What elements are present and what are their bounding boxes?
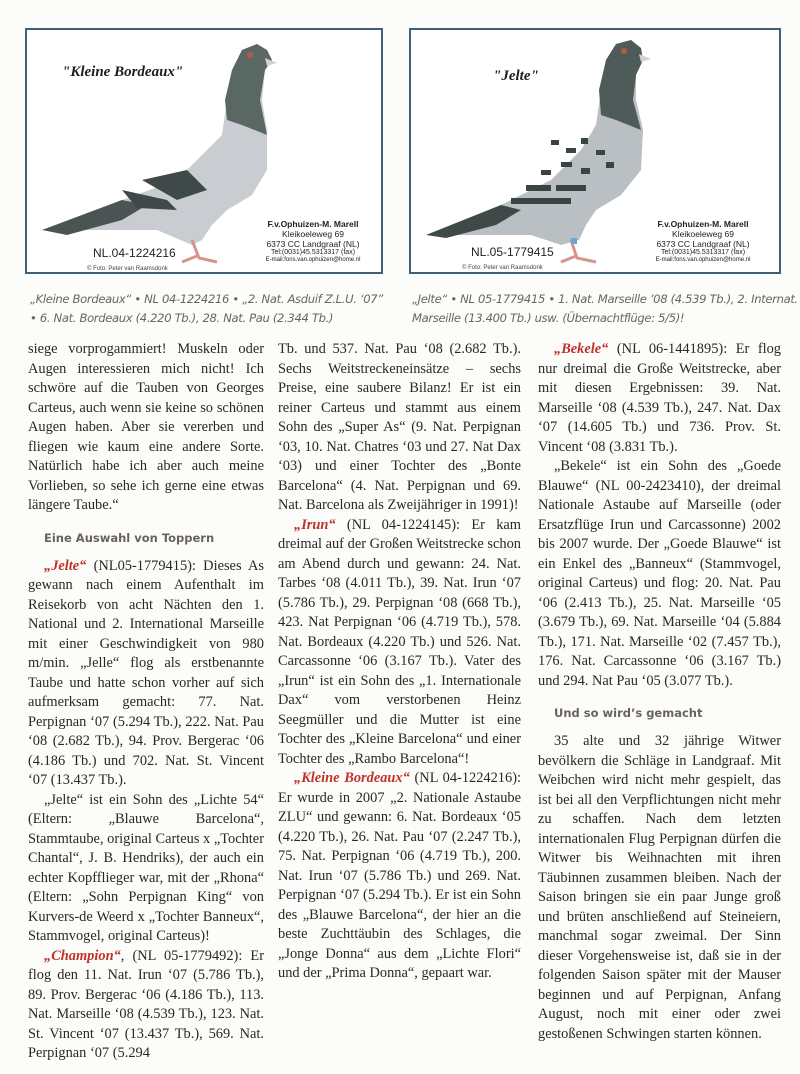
article-column-1 — [28, 340, 264, 1064]
method-paragraph: 35 alte und 32 jährige Witwer bevölkern die Schläge in Landgraaf. Mit Weibchen wird nicht mehr gespielt, das ist bei all den Verpflichtungen nicht mehr zu schaffen. Nach dem letzten internationalen Flug Perpignan dürfen die Witwer bis Weihnachten mit ihren Täubinnen zusammen bleiben. Nach der Saison bringen sie ein paar Junge groß und brüten anschließend auf Steineiern, manchmal sogar zweimal. Der Sinn dieser Vorgehensweise ist, daß sie in der folgenden Saison später mit der Mauser beginnen und auf Perpignan, Anfang August, noch mit einer oder zwei gestoßenen Schwingen starten können. — [538, 733, 781, 1042]
champion-text: , (NL 05-1779492): Er flog den 11. Nat. Irun ‘07 (5.786 Tb.), 89. Prov. Bergerac ‘06 (4.186 Tb.), 113. Nat. Marseille ‘08 (4.539 Tb.), 123. Nat. St. Vincent ‘07 (13.437 Tb.), 569. Nat. Perpignan ‘07 (5.294 — [28, 947, 264, 1061]
owner-name: F.v.Ophuizen-M. Marell — [657, 219, 749, 229]
kleine-bordeaux-paragraph — [278, 769, 521, 984]
irun-text: (NL 04-1224145): Er kam dreimal auf der Großen Weitstrecke schon am Abend durch und gewann: 24. Nat. Tarbes ‘08 (4.011 Tb.), 39. Nat. Irun ‘07 (5.786 Tb.), 29. Perpignan ‘08 (668 Tb.), 423. Nat Perpignan ‘06 (4.719 Tb.), 578. Nat. Bordeaux (4.220 Tb.) und 526. Nat. Carcassonne ‘06 (3.167 Tb.). Vater des „Irun“ ist ein Sohn des „1. Internationale Dax“ vom verstorbenen Heinz Seegmüller und die Mutter ist eine Tochter des „Kleine Barcelona“ und einer Tochter des „Rambo Barcelona“! — [278, 516, 521, 767]
owner-address — [253, 220, 373, 264]
bekele-text: (NL 06-1441895): Er flog nur dreimal die Große Weitstrecke, aber mit diesen Ergebnissen: 39. Nat. Marseille ‘08 (4.539 Tb.), 247. Nat. Dax ‘07 (14.605 Tb.) und 736. Prov. St. Vincent ‘08 (3.831 Tb.). — [538, 341, 781, 455]
pigeon-name-irun: „Irun“ — [294, 516, 336, 533]
jelte-text: (NL05-1779415): Dieses As gewann nach einem Aufenthalt im Reisekorb von acht Nächten den 1. National und 2. International Marseille mit einer Geschwindigkeit von 980 m/min. „Jelle“ flog als erstbenannte Taube und hatte schon vorher auf sich aufmerksam gemacht: 77. Nat. Perpignan ‘07 (5.294 Tb.), 222. Nat. Pau ‘08 (2.682 Tb.), 94. Prov. Bergerac ‘06 (4.186 Tb.) und 702. Nat. St. Vincent ‘07 (13.437 Tb.). — [28, 557, 264, 788]
article-column-3 — [538, 340, 781, 1044]
pigeon-name-champion: „Champion“ — [44, 947, 121, 964]
photo-caption-kleine-bordeaux: „Kleine Bordeaux“ • NL 04-1224216 • „2. Nat. Asduif Z.L.U. ‘07” • 6. Nat. Bordeaux (4.220 Tb.), 28. Nat. Pau (2.344 Tb.) — [30, 292, 383, 325]
champion-paragraph — [28, 947, 264, 1064]
owner-email: E-mail:fons.van.ophuizen@home.nl — [655, 257, 751, 264]
bekele-parents-paragraph: „Bekele“ ist ein Sohn des „Goede Blauwe“ (NL 00-2423410), der dreimal Nationale Astaube auf Marseille (oder Ersatzflüge Irun und Carcassonne) 2002 bis 2007 wurde. Der „Goede Blauwe“ ist ein Enkel des „Banneux“ (Stammvogel, original Carteus) und flog: 20. Nat. Pau ‘06 (2.413 Tb.), 25. Nat. Marseille ‘05 (3.679 Tb.), 69. Nat. Marseille ‘04 (5.884 Tb.), 171. Nat. Marseille ‘02 (7.457 Tb.), 176. Nat. Carcassonne ‘06 (3.167 Tb.) und 294. Nat Pau ‘05 (3.077 Tb.). — [538, 458, 781, 689]
owner-city: 6373 CC Landgraaf (NL) — [266, 238, 360, 249]
pigeon-name-bekele: „Bekele“ — [554, 341, 609, 357]
owner-address — [643, 220, 763, 264]
photo-credit: © Foto: Peter van Raamsdonk — [462, 265, 543, 271]
ring-number: NL.05-1779415 — [471, 245, 554, 259]
pigeon-name-label: "Jelte" — [493, 68, 539, 84]
champion-continued: Tb. und 537. Nat. Pau ‘08 (2.682 Tb.). Sechs Weitstreckeneinsätze – sechs Preise, eine saubere Bilanz! Er ist ein reiner Carteus und stammt aus einem Sohn des „Super As“ (9. Nat. Perpignan ‘03, 10. Nat. Chatres ‘03 und 27. Nat Dax ‘03) und einer Tochter des „Bonte Barcelona“ (4. Nat. Perpignan und 69. Nat. Barcelona als Zweijähriger in 1991)! — [278, 341, 521, 513]
bekele-paragraph — [538, 340, 781, 457]
intro-paragraph: siege vorprogammiert! Muskeln oder Augen interessieren mich nicht! Ich schwöre auf die Tauben von Georges Carteus, auch wenn sie keine so schönen Augen haben. Aber sie vererben und fliegen wie kaum eine andere Sorte. Natürlich habe ich aber auch meine Vorlieben, so sehe ich gerne eine etwas längere Taube.“ — [28, 341, 264, 513]
owner-street: Kleikoeleweg 69 — [282, 228, 344, 239]
kleine-bordeaux-text: (NL 04-1224216): Er wurde in 2007 „2. Nationale Astaube ZLU“ und gewann: 6. Nat. Bordeaux ‘05 (4.220 Tb.), 26. Nat. Pau ‘07 (2.247 Tb.), 75. Nat. Perpignan ‘06 (4.719 Tb.), 200. Nat. Irun ‘07 (5.786 Tb.) und 269. Nat. Perpignan ‘07 (5.294 Tb.). Er ist ein Sohn des „Blauwe Barcelona“, der hier an die beste Zuchttäubin des Schlages, die „Jonge Donna“ aus dem „Lichte Flori“ und der „Prima Donna“, gepaart war. — [278, 770, 521, 981]
owner-tel: Tel:(0031)45.5313317 (fax) — [270, 249, 356, 257]
owner-street: Kleikoeleweg 69 — [672, 228, 734, 239]
owner-city: 6373 CC Landgraaf (NL) — [656, 238, 750, 249]
owner-tel: Tel:(0031)45.5313317 (fax) — [660, 249, 746, 257]
owner-email: E-mail:fons.van.ophuizen@home.nl — [265, 257, 361, 264]
owner-name: F.v.Ophuizen-M. Marell — [267, 219, 359, 229]
article-column-2 — [278, 340, 521, 984]
photo-caption-jelte: „Jelte“ • NL 05-1779415 • 1. Nat. Marseille ’08 (4.539 Tb.), 2. Internat. Marseille (13.400 Tb.) usw. (Übernachtflüge: 5/5)! — [412, 292, 798, 325]
jelte-parents-paragraph: „Jelte“ ist ein Sohn des „Lichte 54“ (Eltern: „Blauwe Barcelona“, Stammtaube, original Carteus x „Tochter Chantal“, J. B. Hendriks), der auch ein echter Kopfflieger war, mit der „Rhona“ (Eltern: „Sohn Perpignan King“ von Kurvers-de Weerd x „Tochter Banneux“, Stammvogel, original Carteus)! — [28, 791, 264, 944]
section-heading: Und so wird’s gemacht — [554, 706, 703, 720]
pigeon-name-label: "Kleine Bordeaux" — [62, 64, 184, 80]
jelte-paragraph — [28, 557, 264, 791]
pigeon-photo-jelte — [409, 28, 781, 274]
ring-number: NL.04-1224216 — [93, 246, 176, 260]
photo-credit: © Foto: Peter van Raamsdonk — [87, 266, 168, 272]
section-heading: Eine Auswahl von Toppern — [44, 530, 215, 545]
pigeon-photo-kleine-bordeaux — [25, 28, 383, 274]
pigeon-name-jelte: „Jelte“ — [44, 557, 87, 574]
pigeon-name-kleine-bordeaux: „Kleine Bordeaux“ — [294, 770, 410, 786]
irun-paragraph — [278, 516, 521, 770]
